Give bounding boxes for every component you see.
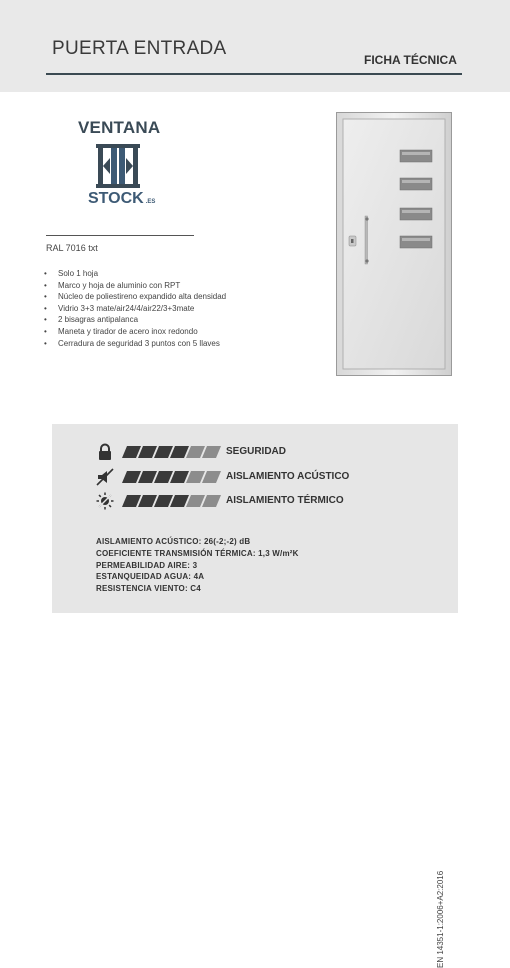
spec-line: ESTANQUEIDAD AGUA: 4A bbox=[96, 572, 205, 582]
rating-label-thermal: AISLAMIENTO TÉRMICO bbox=[226, 495, 344, 506]
rating-segment-empty bbox=[202, 471, 221, 483]
performance-panel bbox=[52, 424, 458, 968]
list-item: • Vidrio 3+3 mate/air24/4/air22/3+3mate bbox=[44, 303, 226, 315]
list-item: • 2 bisagras antipalanca bbox=[44, 314, 226, 326]
rating-segment-filled bbox=[154, 495, 173, 507]
rating-segment-filled bbox=[138, 446, 157, 458]
spec-line: PERMEABILIDAD AIRE: 3 bbox=[96, 560, 198, 570]
rating-segment-filled bbox=[154, 471, 173, 483]
rating-bar-security bbox=[122, 445, 222, 459]
logo-suffix: .ES bbox=[145, 199, 156, 205]
rating-segment-filled bbox=[170, 495, 189, 507]
thermal-sun-icon bbox=[96, 492, 114, 510]
rating-label-acoustic: AISLAMIENTO ACÚSTICO bbox=[226, 471, 350, 482]
rating-bar-acoustic bbox=[122, 470, 222, 484]
rating-segment-empty bbox=[186, 471, 205, 483]
window-logo-icon bbox=[94, 144, 142, 188]
rating-segment-filled bbox=[170, 446, 189, 458]
rating-segment-filled bbox=[154, 446, 173, 458]
spec-list bbox=[96, 536, 299, 595]
page-subtitle: FICHA TÉCNICA bbox=[364, 53, 457, 67]
door-illustration bbox=[336, 112, 452, 376]
list-item: • Solo 1 hoja bbox=[44, 268, 226, 280]
rating-segment-filled bbox=[122, 471, 141, 483]
list-item: • Maneta y tirador de acero inox redondo bbox=[44, 326, 226, 338]
spec-line: RESISTENCIA VIENTO: C4 bbox=[96, 584, 201, 594]
feature-list bbox=[44, 268, 226, 349]
rating-segment-empty bbox=[202, 495, 221, 507]
logo-bottom-text bbox=[88, 190, 155, 208]
list-item: • Marco y hoja de aluminio con RPT bbox=[44, 280, 226, 292]
spec-line: COEFICIENTE TRANSMISIÓN TÉRMICA: 1,3 W/m²K bbox=[96, 548, 299, 558]
brand-logo bbox=[78, 118, 161, 218]
rating-label-security: SEGURIDAD bbox=[226, 446, 287, 457]
section-divider bbox=[46, 235, 194, 236]
rating-segment-empty bbox=[186, 446, 205, 458]
logo-bottom-word: STOCK bbox=[88, 190, 144, 207]
muted-speaker-icon bbox=[96, 468, 114, 486]
logo-top-text: VENTANA bbox=[78, 118, 161, 137]
rating-segment-filled bbox=[122, 446, 141, 458]
color-label: RAL 7016 txt bbox=[46, 243, 98, 253]
list-item: • Cerradura de seguridad 3 puntos con 5 llaves bbox=[44, 338, 226, 350]
rating-bar-thermal bbox=[122, 494, 222, 508]
rating-segment-filled bbox=[138, 495, 157, 507]
rating-segment-filled bbox=[138, 471, 157, 483]
lock-icon bbox=[96, 443, 114, 461]
rating-segment-filled bbox=[170, 471, 189, 483]
header-band bbox=[0, 0, 510, 92]
spec-line: AISLAMIENTO ACÚSTICO: 26(-2;-2) dB bbox=[96, 537, 251, 546]
list-item: • Núcleo de poliestireno expandido alta densidad bbox=[44, 291, 226, 303]
rating-segment-empty bbox=[186, 495, 205, 507]
header-divider bbox=[46, 73, 462, 75]
rating-segment-filled bbox=[122, 495, 141, 507]
page-title: PUERTA ENTRADA bbox=[52, 38, 227, 59]
rating-segment-empty bbox=[202, 446, 221, 458]
norm-reference: EN 14351-1:2006+A2:2016 bbox=[436, 870, 445, 968]
